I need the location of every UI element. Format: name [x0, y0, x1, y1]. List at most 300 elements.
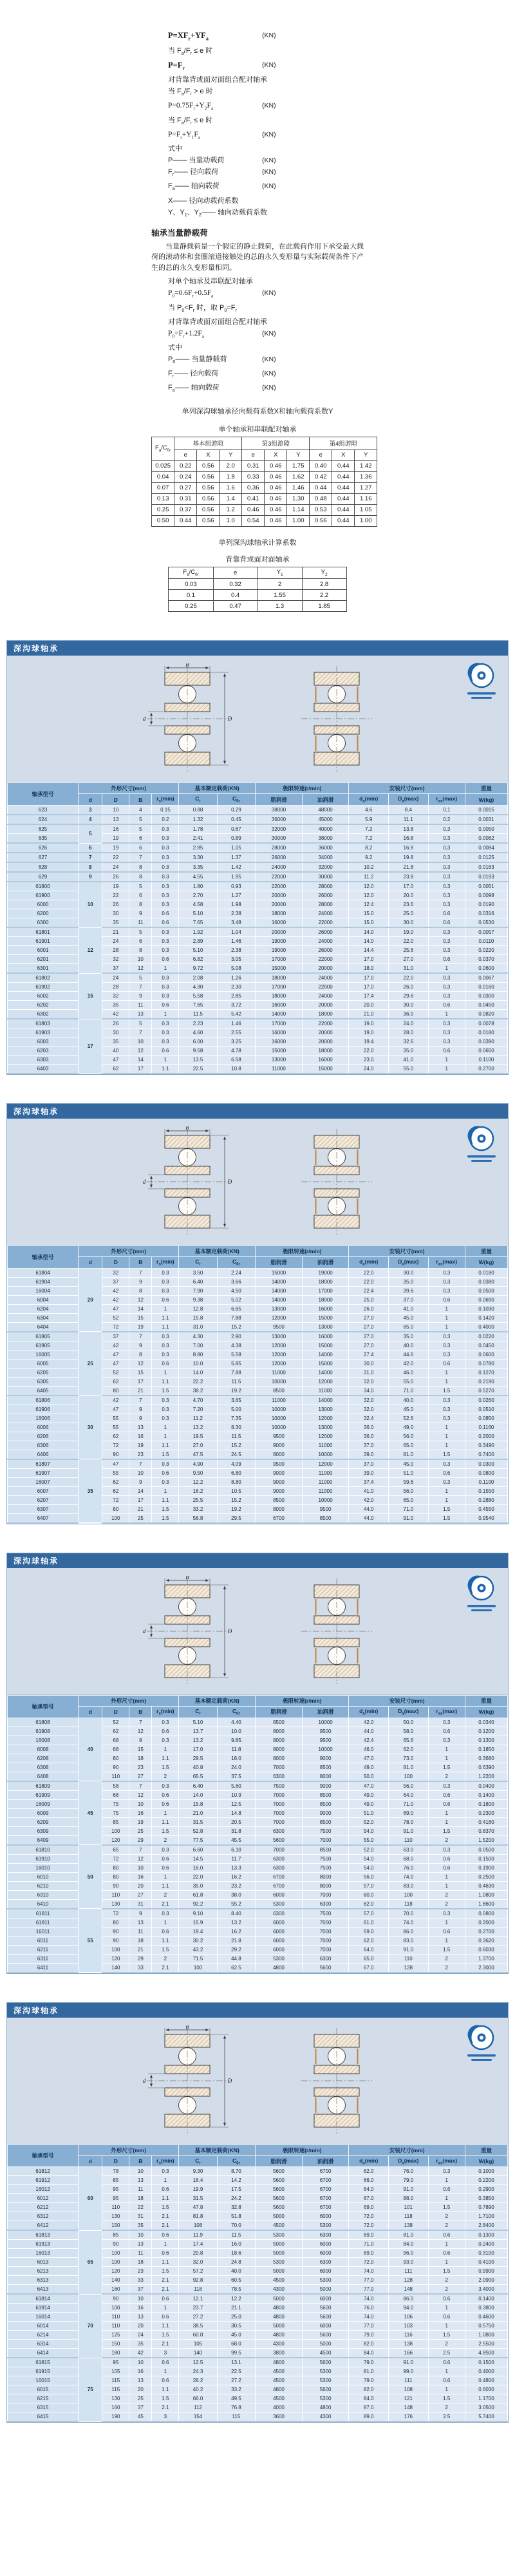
value-cell: 74.0: [389, 1918, 429, 1927]
value-cell: 1.95: [217, 872, 255, 882]
value-cell: 2.70: [179, 891, 217, 900]
factor-cell: 0.56: [310, 515, 332, 526]
value-cell: 44.6: [389, 1350, 429, 1359]
value-cell: 0.88: [179, 806, 217, 815]
value-cell: 51.8: [217, 2212, 255, 2221]
value-cell: 0.3: [152, 1781, 179, 1791]
column-header: 外形尺寸(mm): [79, 783, 179, 794]
value-cell: 7.65: [179, 918, 217, 928]
bearing-model-cell: 61806: [8, 1396, 79, 1405]
value-cell: 16: [102, 824, 129, 834]
bearing-section: [6, 640, 509, 1075]
value-cell: 10: [129, 955, 152, 964]
bearing-model-cell: 61905: [8, 1341, 79, 1350]
column-subheader: $r_s(\min)$: [152, 1706, 179, 1718]
unit-label: (KN): [262, 156, 276, 165]
value-cell: 0.3: [152, 1037, 179, 1046]
value-cell: 0.1500: [465, 1854, 507, 1863]
value-cell: 0.6: [152, 1790, 179, 1799]
value-cell: 0.6: [428, 1468, 465, 1477]
value-cell: 71.0: [389, 1504, 429, 1513]
value-cell: 16.2: [217, 1927, 255, 1936]
value-cell: 60.5: [217, 2276, 255, 2285]
value-cell: 42: [102, 1010, 129, 1019]
value-cell: 45.0: [389, 1459, 429, 1469]
value-cell: 79.0: [349, 2331, 389, 2340]
bearing-model-cell: 6002: [8, 992, 79, 1001]
value-cell: 71.5: [179, 1954, 217, 1963]
value-cell: 24.0: [217, 1763, 255, 1772]
value-cell: 8: [129, 946, 152, 955]
value-cell: 14: [129, 1304, 152, 1313]
bearing-row: [8, 853, 508, 862]
value-cell: 0.4800: [465, 2376, 507, 2385]
value-cell: 0.3: [428, 1781, 465, 1791]
value-cell: 20000: [302, 1001, 349, 1010]
value-cell: 0.0051: [465, 882, 507, 891]
value-cell: 0.3: [152, 900, 179, 909]
value-cell: 7: [129, 1459, 152, 1469]
value-cell: 15.9: [179, 1918, 217, 1927]
value-cell: 1.32: [179, 815, 217, 824]
value-cell: 10: [129, 2358, 152, 2367]
value-cell: 4.09: [217, 1459, 255, 1469]
value-cell: 35.0: [389, 1277, 429, 1286]
value-cell: 60.0: [349, 1890, 389, 1899]
value-cell: 83.0: [389, 1936, 429, 1945]
value-cell: 2.23: [179, 1019, 217, 1028]
factor-cell: 1.2: [220, 504, 242, 515]
value-cell: 0.2: [152, 815, 179, 824]
value-cell: 44.0: [349, 1727, 389, 1736]
bearing-model-cell: 61907: [8, 1468, 79, 1477]
intro-line: 轴承当量静载荷: [151, 228, 208, 238]
value-cell: 15.2: [217, 1495, 255, 1504]
value-cell: 45.0: [389, 1313, 429, 1322]
value-cell: 27.0: [349, 1322, 389, 1332]
factor-cell: 0.25: [152, 504, 174, 515]
value-cell: 67.0: [349, 1963, 389, 1973]
value-cell: 25.0: [389, 909, 429, 918]
value-cell: 100: [389, 1890, 429, 1899]
value-cell: 10: [129, 1037, 152, 1046]
value-cell: 0.3: [152, 1268, 179, 1277]
value-cell: 15: [129, 1368, 152, 1377]
column-subheader: B: [129, 794, 152, 806]
value-cell: 38000: [302, 834, 349, 844]
value-cell: 2: [152, 1954, 179, 1963]
value-cell: 11.5: [217, 2230, 255, 2240]
value-cell: 1: [428, 1432, 465, 1441]
intro-line: $F_r——$ 径向载荷 (KN): [151, 368, 364, 382]
value-cell: 11000: [302, 1468, 349, 1477]
value-cell: 24.0: [389, 1019, 429, 1028]
value-cell: 20: [129, 2385, 152, 2394]
value-cell: 0.0015: [465, 806, 507, 815]
value-cell: 5000: [302, 2340, 349, 2349]
value-cell: 5300: [302, 2394, 349, 2403]
value-cell: 47: [102, 1304, 129, 1313]
value-cell: 0.0530: [465, 918, 507, 928]
value-cell: 0.3: [428, 937, 465, 946]
intro-line: 当 $F_a/F_r > e$ 时: [168, 88, 213, 97]
value-cell: 22000: [302, 918, 349, 928]
value-cell: 100: [102, 1945, 129, 1954]
value-cell: 0.6: [428, 1046, 465, 1056]
value-cell: 69.0: [389, 1808, 429, 1817]
column-subheader: 脂润滑: [256, 1257, 303, 1269]
value-cell: 1: [428, 1368, 465, 1377]
value-cell: 3.35: [179, 862, 217, 872]
bearing-model-cell: 6015: [8, 2385, 79, 2394]
value-cell: 2.55: [217, 1028, 255, 1037]
intro-line: X—— 径向动载荷系数: [168, 196, 239, 205]
value-cell: 0.6: [152, 2249, 179, 2258]
unit-label: (KN): [262, 32, 276, 39]
value-cell: 79.0: [389, 2176, 429, 2185]
value-cell: 0.3: [152, 983, 179, 992]
value-cell: 0.3: [152, 937, 179, 946]
value-cell: 2.85: [179, 843, 217, 853]
value-cell: 18000: [256, 909, 303, 918]
bearing-row: [8, 1909, 508, 1918]
value-cell: 11: [129, 918, 152, 928]
bearing-model-cell: 624: [8, 815, 79, 824]
value-cell: 57.0: [349, 1909, 389, 1918]
value-cell: 0.3: [152, 1286, 179, 1295]
value-cell: 37: [102, 1332, 129, 1341]
value-cell: 12: [129, 1295, 152, 1304]
value-cell: 0.3: [428, 1350, 465, 1359]
value-cell: 44.0: [349, 1504, 389, 1513]
value-cell: 9500: [302, 1736, 349, 1745]
bearing-table: [7, 782, 508, 1074]
value-cell: 80: [102, 1504, 129, 1513]
bearing-model-cell: 629: [8, 872, 79, 882]
factor-cell: 0.46: [265, 515, 287, 526]
factor-cell: 1.27: [355, 482, 377, 493]
value-cell: 55.0: [349, 1835, 389, 1845]
bearing-model-cell: 61802: [8, 973, 79, 983]
value-cell: 10.9: [217, 1790, 255, 1799]
value-cell: 52: [102, 1718, 129, 1727]
bearing-table-body: [8, 1718, 508, 1973]
value-cell: 17.5: [217, 2185, 255, 2194]
value-cell: 24000: [256, 862, 303, 872]
value-cell: 40.0: [389, 1341, 429, 1350]
value-cell: 42.0: [349, 1495, 389, 1504]
bearing-row: [8, 1332, 508, 1341]
bearing-model-cell: 61912: [8, 2176, 79, 2185]
value-cell: 10000: [256, 1423, 303, 1432]
bore-diameter-cell: 3: [79, 806, 102, 815]
value-cell: 11.2: [349, 872, 389, 882]
value-cell: 0.2880: [465, 1495, 507, 1504]
intro-line: 单列深沟球轴承径向载荷系数X和轴向载荷系数Y: [182, 407, 333, 415]
value-cell: 6700: [256, 1872, 303, 1881]
value-cell: 17.0: [349, 983, 389, 992]
value-cell: 58.0: [389, 1727, 429, 1736]
value-cell: 33.2: [217, 2385, 255, 2394]
value-cell: 52.0: [349, 1817, 389, 1826]
value-cell: 5.10: [179, 909, 217, 918]
value-cell: 5600: [302, 2313, 349, 2322]
bearing-model-cell: 6006: [8, 1423, 79, 1432]
column-subheader: $d_a(\min)$: [349, 794, 389, 806]
bearing-model-cell: 6200: [8, 909, 79, 918]
column-subheader: $d_a(\min)$: [349, 2155, 389, 2167]
value-cell: 28: [102, 983, 129, 992]
value-cell: 29.2: [217, 1945, 255, 1954]
value-cell: 1.5: [152, 2267, 179, 2276]
value-cell: 148: [389, 2285, 429, 2295]
bearing-model-cell: 623: [8, 806, 79, 815]
value-cell: 6000: [302, 2240, 349, 2249]
value-cell: 154: [179, 2412, 217, 2422]
value-cell: 13000: [256, 1304, 303, 1313]
value-cell: 0.3100: [465, 2249, 507, 2258]
value-cell: 30.2: [179, 1936, 217, 1945]
value-cell: 24000: [302, 973, 349, 983]
value-cell: 28000: [302, 900, 349, 909]
value-cell: 2.24: [217, 1268, 255, 1277]
value-cell: 69.0: [349, 2230, 389, 2240]
value-cell: 0.2: [428, 815, 465, 824]
value-cell: 42: [129, 2349, 152, 2358]
value-cell: 77.5: [179, 1835, 217, 1845]
factor-cell: 1.3: [258, 601, 302, 612]
value-cell: 47.0: [349, 1754, 389, 1763]
value-cell: 15: [129, 1745, 152, 1754]
bearing-model-cell: 61803: [8, 1019, 79, 1028]
value-cell: 0.15: [152, 806, 179, 815]
value-cell: 52.6: [389, 1414, 429, 1423]
value-cell: 33.2: [179, 1504, 217, 1513]
value-cell: 5600: [256, 2176, 303, 2185]
value-cell: 31.0: [179, 1322, 217, 1332]
value-cell: 0.1160: [465, 1423, 507, 1432]
value-cell: 16000: [256, 918, 303, 928]
bore-diameter-cell: 20: [79, 1268, 102, 1332]
value-cell: 69.0: [349, 2203, 389, 2212]
diagram-area: [7, 1568, 508, 1695]
value-cell: 0.3: [428, 1477, 465, 1486]
company-logo-icon: [467, 2024, 496, 2065]
value-cell: 0.3850: [465, 2194, 507, 2203]
bore-diameter-cell: 70: [79, 2294, 102, 2358]
bearing-model-cell: 6305: [8, 1377, 79, 1386]
value-cell: 3.50: [179, 1268, 217, 1277]
value-cell: 0.5270: [465, 1386, 507, 1396]
value-cell: 106: [389, 2313, 429, 2322]
value-cell: 36.0: [349, 1423, 389, 1432]
value-cell: 8000: [256, 1736, 303, 1745]
value-cell: 11.2: [179, 1414, 217, 1423]
value-cell: 2.1: [152, 2403, 179, 2412]
value-cell: 10: [102, 806, 129, 815]
bearing-model-cell: 61908: [8, 1727, 79, 1736]
value-cell: 1.5: [428, 2331, 465, 2340]
bearing-model-cell: 6301: [8, 964, 79, 974]
value-cell: 11: [129, 1001, 152, 1010]
value-cell: 20: [129, 2322, 152, 2331]
value-cell: 56.8: [179, 1513, 217, 1523]
value-cell: 27.0: [179, 1441, 217, 1450]
value-cell: 80: [102, 1863, 129, 1872]
bearing-model-cell: 628: [8, 862, 79, 872]
value-cell: 5000: [256, 2322, 303, 2331]
value-cell: 9: [129, 1736, 152, 1745]
value-cell: 4.30: [179, 1332, 217, 1341]
bearing-model-cell: 6212: [8, 2203, 79, 2212]
value-cell: 0.6: [428, 2230, 465, 2240]
value-cell: 29.5: [179, 1754, 217, 1763]
value-cell: 5600: [302, 2385, 349, 2394]
value-cell: 9500: [302, 1504, 349, 1513]
value-cell: 5.08: [217, 964, 255, 974]
value-cell: 56.0: [389, 1781, 429, 1791]
value-cell: 37.4: [349, 1477, 389, 1486]
value-cell: 1.1: [152, 2258, 179, 2267]
value-cell: 100: [389, 1772, 429, 1781]
value-cell: 4500: [256, 2367, 303, 2376]
value-cell: 180: [102, 2349, 129, 2358]
value-cell: 0.2300: [465, 1808, 507, 1817]
value-cell: 4800: [256, 1963, 303, 1973]
value-cell: 84.0: [389, 2240, 429, 2249]
value-cell: 78.0: [389, 1817, 429, 1826]
value-cell: 76.0: [389, 1863, 429, 1872]
value-cell: 3.66: [217, 1277, 255, 1286]
bearing-model-cell: 6406: [8, 1450, 79, 1459]
value-cell: 0.2700: [465, 1065, 507, 1074]
bearing-model-cell: 61811: [8, 1909, 79, 1918]
value-cell: 18.6: [217, 2249, 255, 2258]
value-cell: 1.5: [152, 1513, 179, 1523]
value-cell: 43.2: [179, 1945, 217, 1954]
value-cell: 1.5: [152, 1504, 179, 1513]
value-cell: 14.8: [217, 1808, 255, 1817]
factor-cell: 0.24: [174, 471, 197, 482]
value-cell: 9000: [302, 1754, 349, 1763]
value-cell: 8.30: [217, 1423, 255, 1432]
value-cell: 1.46: [217, 937, 255, 946]
value-cell: 6000: [302, 2249, 349, 2258]
value-cell: 0.3: [428, 900, 465, 909]
value-cell: 85: [102, 1817, 129, 1826]
factor-row: [152, 493, 377, 504]
value-cell: 0.3: [428, 862, 465, 872]
value-cell: 6700: [302, 2185, 349, 2194]
value-cell: 12: [129, 1790, 152, 1799]
value-cell: 8000: [302, 1872, 349, 1881]
value-cell: 45.5: [217, 1835, 255, 1845]
value-cell: 74.0: [349, 2267, 389, 2276]
value-cell: 6: [129, 843, 152, 853]
value-cell: 17000: [256, 1019, 303, 1028]
company-logo: [467, 662, 496, 706]
value-cell: 56.0: [349, 1872, 389, 1881]
value-cell: 12000: [256, 1341, 303, 1350]
bearing-model-cell: 6001: [8, 946, 79, 955]
value-cell: 8.70: [217, 2167, 255, 2176]
value-cell: 0.3: [152, 834, 179, 844]
value-cell: 6.00: [179, 1037, 217, 1046]
value-cell: 0.0800: [465, 1909, 507, 1918]
value-cell: 4800: [256, 2304, 303, 2313]
value-cell: 62: [102, 1486, 129, 1495]
factor-cell: 1.75: [287, 460, 310, 471]
value-cell: 40.2: [179, 2385, 217, 2394]
value-cell: 11.7: [217, 1854, 255, 1863]
value-cell: 7: [129, 1268, 152, 1277]
value-cell: 79.0: [349, 2376, 389, 2385]
value-cell: 9500: [302, 1727, 349, 1736]
intro-line: $P=F_r$ (KN): [168, 60, 276, 71]
value-cell: 4800: [256, 2358, 303, 2367]
value-cell: 62: [102, 1477, 129, 1486]
value-cell: 110: [102, 1890, 129, 1899]
value-cell: 3: [152, 2349, 179, 2358]
column-subheader: W(kg): [465, 1706, 507, 1718]
value-cell: 22000: [302, 983, 349, 992]
value-cell: 0.3: [428, 1909, 465, 1918]
unit-label: (KN): [262, 329, 276, 337]
factor-cell: 0.44: [332, 493, 355, 504]
value-cell: 3.72: [217, 1001, 255, 1010]
value-cell: 1: [152, 1423, 179, 1432]
value-cell: 13.2: [217, 1918, 255, 1927]
value-cell: 5300: [302, 2367, 349, 2376]
value-cell: 0.6390: [465, 1763, 507, 1772]
value-cell: 2.38: [217, 909, 255, 918]
value-cell: 1: [428, 2367, 465, 2376]
value-cell: 4300: [302, 2412, 349, 2422]
value-cell: 56.0: [389, 1432, 429, 1441]
value-cell: 10.2: [349, 862, 389, 872]
bearing-table: [7, 1245, 508, 1524]
value-cell: 27.2: [179, 2313, 217, 2322]
value-cell: 7.2: [349, 824, 389, 834]
factor-cell: 0.56: [197, 482, 220, 493]
bearing-model-cell: 61812: [8, 2167, 79, 2176]
value-cell: 7000: [302, 1918, 349, 1927]
value-cell: 0.0600: [465, 1350, 507, 1359]
value-cell: 0.2200: [465, 2176, 507, 2185]
value-cell: 14: [129, 1486, 152, 1495]
value-cell: 91.0: [389, 1826, 429, 1835]
value-cell: 1.1: [152, 1322, 179, 1332]
value-cell: 13.3: [217, 1863, 255, 1872]
value-cell: 24.0: [349, 1065, 389, 1074]
value-cell: 24.3: [179, 2367, 217, 2376]
value-cell: 1: [152, 2304, 179, 2313]
value-cell: 71.0: [349, 2240, 389, 2249]
value-cell: 76.8: [217, 2403, 255, 2412]
bearing-model-cell: 61900: [8, 891, 79, 900]
value-cell: 84.0: [349, 2394, 389, 2403]
value-cell: 1: [428, 2385, 465, 2394]
value-cell: 4500: [256, 2276, 303, 2285]
value-cell: 9.72: [179, 964, 217, 974]
bearing-model-cell: 61913: [8, 2240, 79, 2249]
bearing-model-cell: 6011: [8, 1936, 79, 1945]
value-cell: 7000: [256, 1790, 303, 1799]
value-cell: 62: [102, 1065, 129, 1074]
value-cell: 0.3680: [465, 1754, 507, 1763]
value-cell: 2.38: [217, 946, 255, 955]
value-cell: 71.0: [389, 1386, 429, 1396]
